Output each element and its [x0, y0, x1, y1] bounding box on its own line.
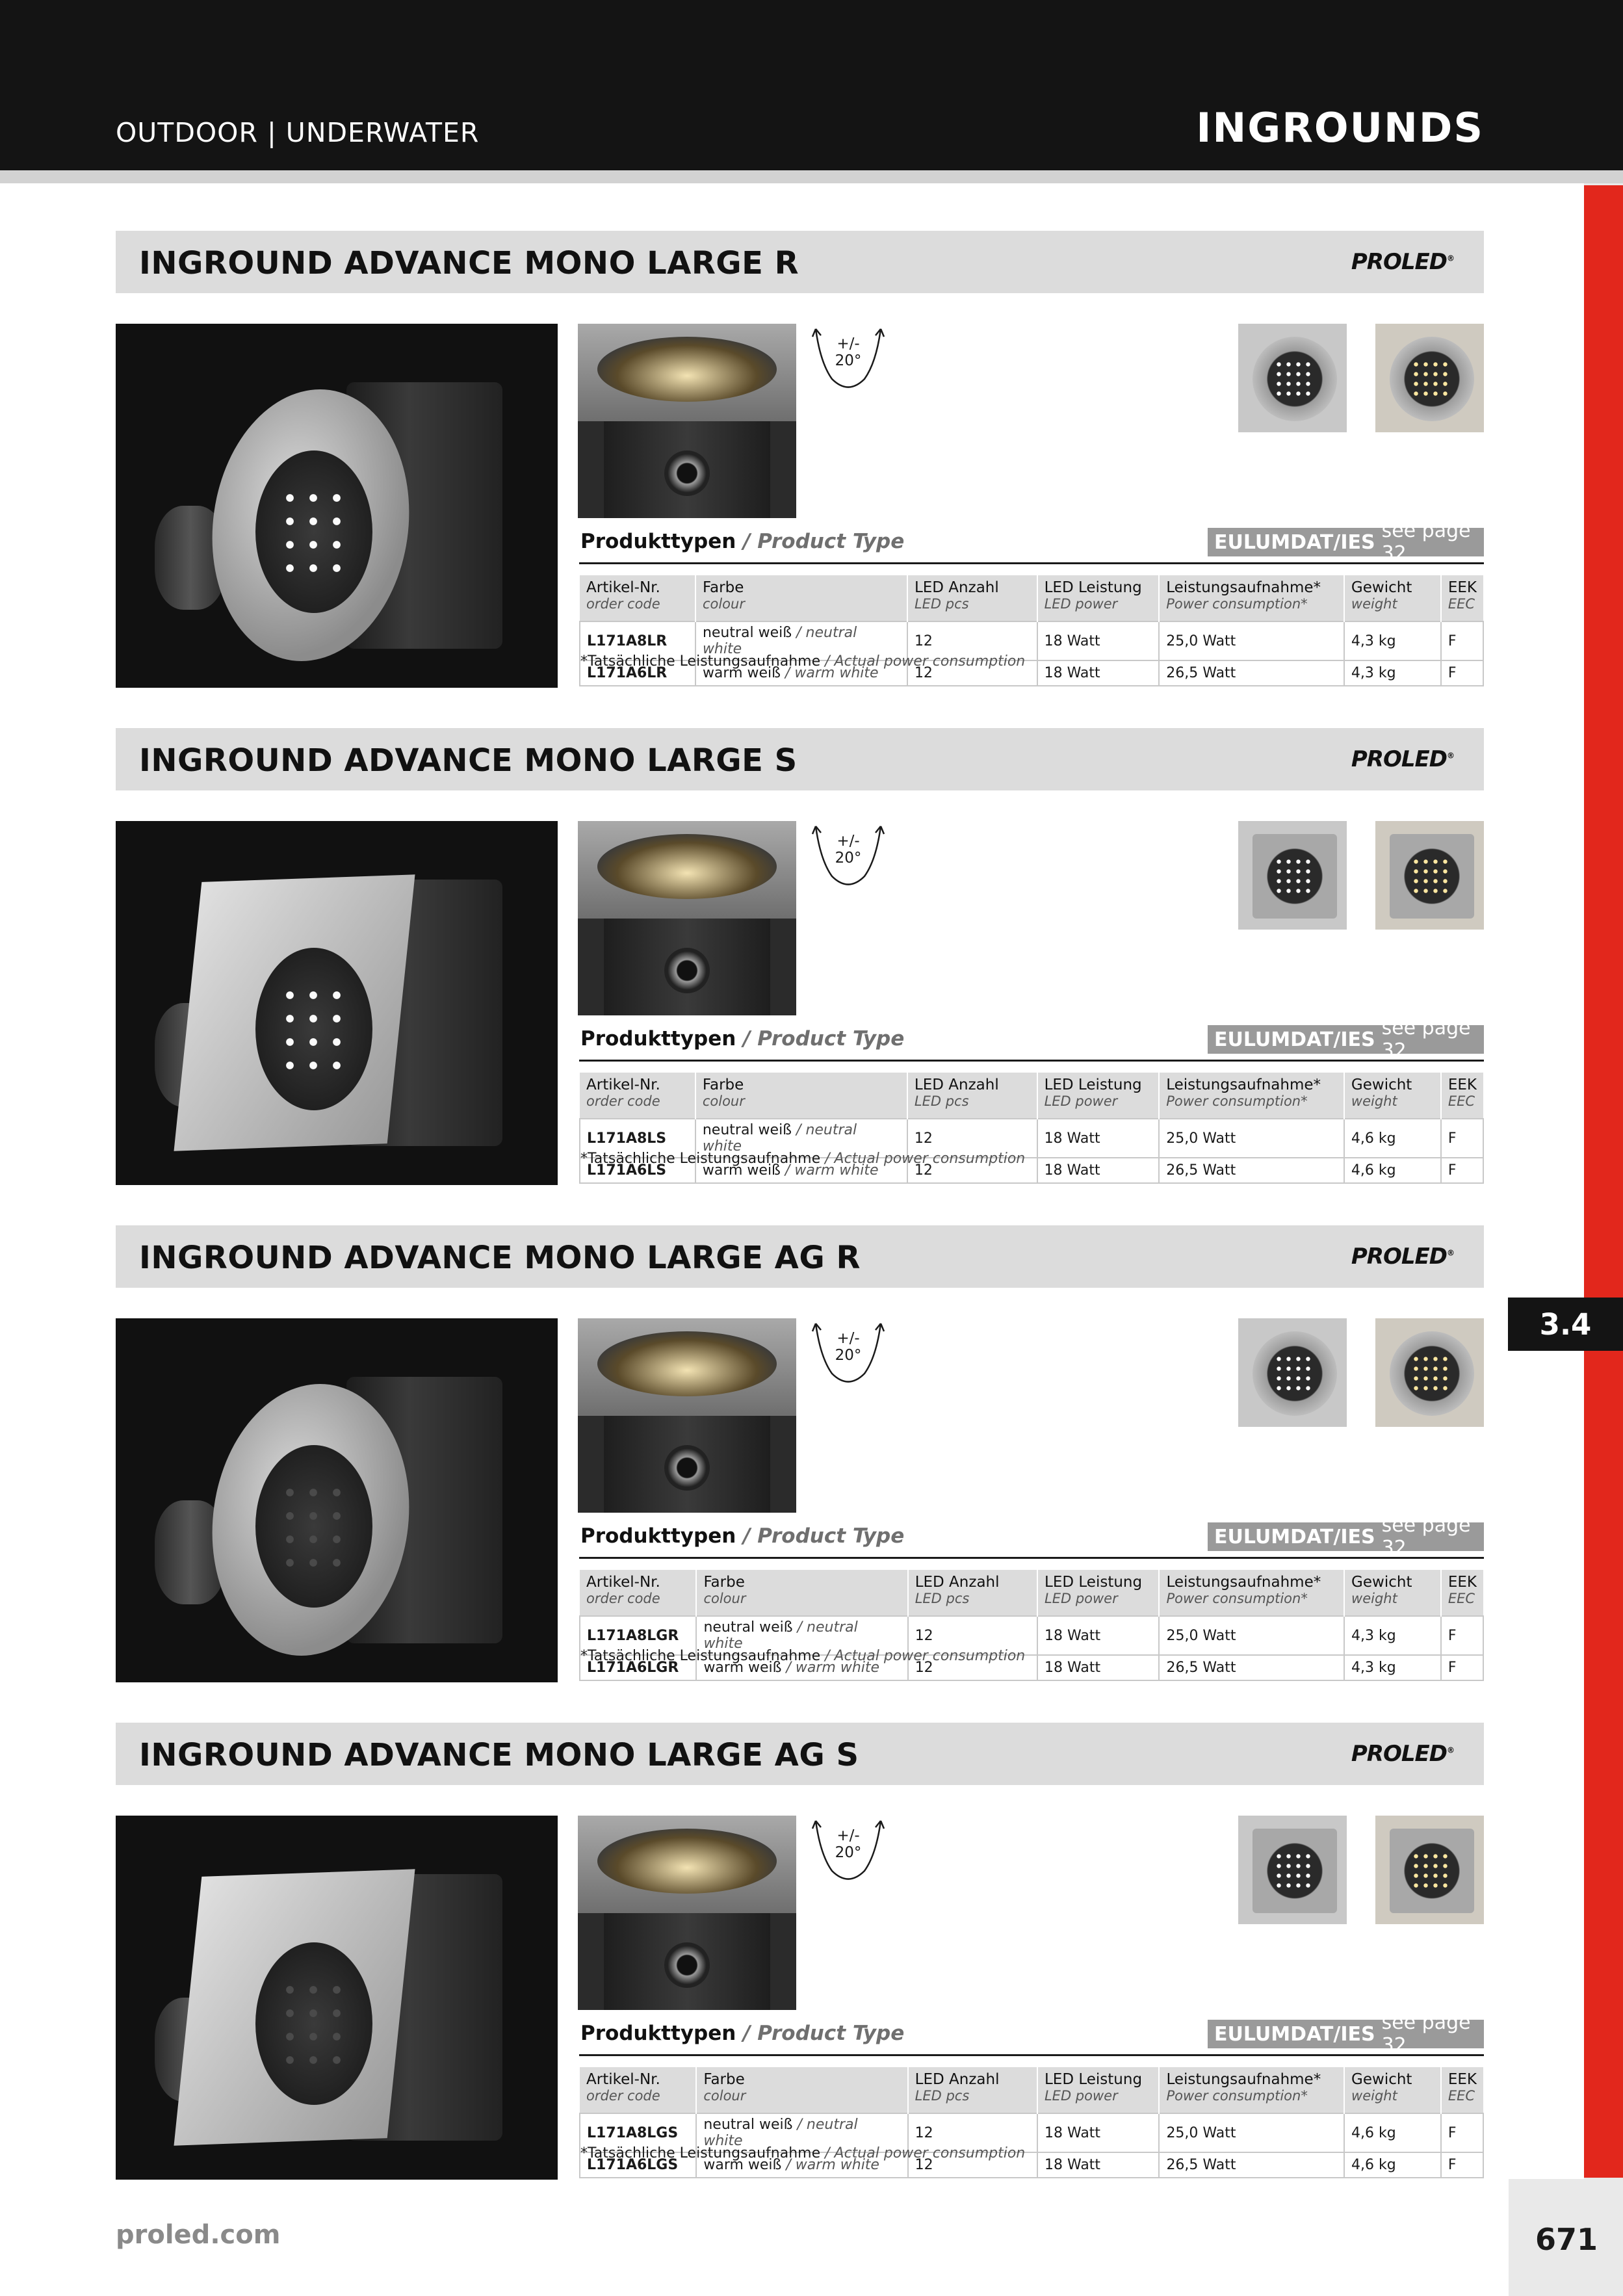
led-pcs-cell: 12	[908, 1616, 1037, 1655]
footnote: *Tatsächliche Leistungsaufnahme / Actual power consumption	[580, 653, 1026, 670]
led-icon	[1274, 857, 1313, 896]
column-header: Gewicht weight	[1344, 1570, 1441, 1616]
product-title: INGROUND ADVANCE MONO LARGE R	[139, 245, 799, 281]
product-title: INGROUND ADVANCE MONO LARGE S	[139, 742, 798, 779]
weight-cell: 4,3 kg	[1344, 1655, 1441, 1680]
heading-rule	[579, 1557, 1484, 1559]
led-icon	[1411, 1354, 1450, 1393]
tilt-photo	[578, 1816, 796, 2010]
tilted-lens	[597, 834, 777, 899]
column-header: Gewicht weight	[1344, 575, 1441, 621]
heading-rule	[579, 2054, 1484, 2056]
column-header: LED Anzahl LED pcs	[907, 1073, 1037, 1119]
weight-cell: 4,6 kg	[1344, 2152, 1441, 2178]
weight-cell: 4,6 kg	[1344, 2113, 1441, 2152]
consumption-cell: 26,5 Watt	[1159, 660, 1344, 686]
tilt-angle-icon	[806, 1816, 890, 1894]
colour-cell: warm weiß / warm white	[695, 1158, 907, 1183]
eulumdat-link[interactable]: EULUMDAT/IES see page 32	[1208, 1025, 1484, 1054]
column-header: EEK EEC	[1441, 1570, 1483, 1616]
heading-rule	[579, 562, 1484, 564]
column-header: Farbe colour	[696, 2067, 907, 2113]
led-pcs-cell: 12	[907, 621, 1037, 660]
led-array	[278, 486, 350, 577]
thumb-neutral-white	[1238, 324, 1347, 432]
led-array	[278, 1978, 350, 2069]
thumb-warm-white	[1375, 821, 1484, 930]
product-photo	[116, 821, 558, 1185]
category-label: OUTDOOR | UNDERWATER	[116, 117, 480, 148]
column-header: LED Leistung LED power	[1037, 2067, 1159, 2113]
spec-table	[579, 2067, 1484, 2178]
product-title-bar	[116, 1225, 1484, 1288]
weight-cell: 4,6 kg	[1344, 1119, 1441, 1158]
led-array	[278, 984, 350, 1075]
adjust-knob	[664, 1942, 710, 1988]
product-title-bar	[116, 728, 1484, 790]
led-icon	[1274, 359, 1313, 398]
led-power-cell: 18 Watt	[1037, 1119, 1160, 1158]
eec-cell: F	[1441, 1158, 1483, 1183]
led-power-cell: 18 Watt	[1037, 2152, 1159, 2178]
order-code: L171A8LR	[580, 621, 695, 660]
adjust-knob	[664, 948, 710, 993]
column-header: Leistungsaufnahme* Power consumption*	[1159, 575, 1344, 621]
column-header: EEK EEC	[1441, 2067, 1483, 2113]
consumption-cell: 25,0 Watt	[1159, 1616, 1344, 1655]
led-pcs-cell: 12	[908, 2113, 1037, 2152]
order-code: L171A8LGR	[580, 1616, 696, 1655]
eec-cell: F	[1441, 1655, 1483, 1680]
column-header: Artikel-Nr. order code	[580, 575, 695, 621]
eulumdat-link[interactable]: EULUMDAT/IES see page 32	[1208, 2020, 1484, 2048]
product-title-bar	[116, 231, 1484, 293]
page-number: 671	[1535, 2222, 1598, 2257]
order-code: L171A8LGS	[580, 2113, 696, 2152]
led-power-cell: 18 Watt	[1037, 1655, 1159, 1680]
brand-logo: PROLED®	[1351, 1244, 1454, 1270]
footnote: *Tatsächliche Leistungsaufnahme / Actual power consumption	[580, 2145, 1026, 2161]
column-header: Farbe colour	[696, 1570, 907, 1616]
product-type-heading: Produkttypen / Product Type	[580, 530, 905, 553]
thumb-neutral-white	[1238, 821, 1347, 930]
colour-cell: neutral weiß / neutral white	[695, 621, 907, 660]
thumb-neutral-white	[1238, 1816, 1347, 1924]
website-link[interactable]: proled.com	[116, 2220, 281, 2250]
product-photo	[116, 1318, 558, 1682]
weight-cell: 4,3 kg	[1344, 1616, 1441, 1655]
product-type-heading: Produkttypen / Product Type	[580, 1524, 905, 1548]
consumption-cell: 25,0 Watt	[1159, 1119, 1344, 1158]
weight-cell: 4,6 kg	[1344, 1158, 1441, 1183]
brand-logo: PROLED®	[1351, 249, 1454, 275]
tilted-lens	[597, 1331, 777, 1396]
led-icon	[1411, 857, 1450, 896]
eulumdat-link[interactable]: EULUMDAT/IES see page 32	[1208, 1522, 1484, 1551]
spec-table	[579, 1570, 1484, 1681]
product-type-heading: Produkttypen / Product Type	[580, 2022, 905, 2045]
column-header: Farbe colour	[695, 575, 907, 621]
tilt-angle-label: +/- 20°	[835, 1330, 862, 1364]
spec-table	[579, 1073, 1484, 1184]
tilt-photo	[578, 324, 796, 518]
eec-cell: F	[1441, 1119, 1483, 1158]
column-header: Leistungsaufnahme* Power consumption*	[1159, 2067, 1344, 2113]
column-header: Artikel-Nr. order code	[580, 2067, 696, 2113]
consumption-cell: 26,5 Watt	[1159, 1158, 1344, 1183]
product-block	[0, 231, 1508, 727]
led-icon	[1411, 359, 1450, 398]
colour-cell: warm weiß / warm white	[696, 1655, 907, 1680]
product-block	[0, 1225, 1508, 1722]
column-header: LED Anzahl LED pcs	[908, 1570, 1037, 1616]
thumb-warm-white	[1375, 1318, 1484, 1427]
column-header: Gewicht weight	[1344, 2067, 1441, 2113]
chapter-color-bar	[1584, 185, 1623, 2178]
column-header: LED Anzahl LED pcs	[908, 2067, 1037, 2113]
column-header: Farbe colour	[695, 1073, 907, 1119]
order-code: L171A6LGS	[580, 2152, 696, 2178]
column-header: LED Leistung LED power	[1037, 1073, 1160, 1119]
tilt-angle-icon	[806, 324, 890, 402]
led-icon	[1274, 1354, 1313, 1393]
led-power-cell: 18 Watt	[1037, 660, 1160, 686]
product-title: INGROUND ADVANCE MONO LARGE AG S	[139, 1737, 859, 1773]
consumption-cell: 25,0 Watt	[1159, 621, 1344, 660]
colour-cell: neutral weiß / neutral white	[695, 1119, 907, 1158]
led-pcs-cell: 12	[907, 660, 1037, 686]
thumb-neutral-white	[1238, 1318, 1347, 1427]
column-header: EEK EEC	[1441, 1073, 1483, 1119]
consumption-cell: 26,5 Watt	[1159, 1655, 1344, 1680]
column-header: LED Anzahl LED pcs	[907, 575, 1037, 621]
column-header: EEK EEC	[1441, 575, 1483, 621]
led-pcs-cell: 12	[907, 1119, 1037, 1158]
product-block	[0, 1723, 1508, 2219]
table-header-row	[580, 1073, 1483, 1119]
order-code: L171A8LS	[580, 1119, 695, 1158]
led-icon	[1411, 1851, 1450, 1890]
led-power-cell: 18 Watt	[1037, 1616, 1159, 1655]
section-title: INGROUNDS	[1196, 104, 1484, 151]
eec-cell: F	[1441, 621, 1483, 660]
spec-table	[579, 575, 1484, 686]
tilt-angle-icon	[806, 821, 890, 899]
tilt-photo	[578, 821, 796, 1015]
colour-cell: warm weiß / warm white	[696, 2152, 907, 2178]
table-header-row	[580, 575, 1483, 621]
led-pcs-cell: 12	[908, 2152, 1037, 2178]
header-rule	[0, 170, 1623, 183]
consumption-cell: 26,5 Watt	[1159, 2152, 1344, 2178]
led-power-cell: 18 Watt	[1037, 621, 1160, 660]
adjust-knob	[664, 450, 710, 496]
tilt-angle-label: +/- 20°	[835, 335, 862, 369]
colour-cell: neutral weiß / neutral white	[696, 2113, 907, 2152]
weight-cell: 4,3 kg	[1344, 621, 1441, 660]
product-title-bar	[116, 1723, 1484, 1785]
sidebar-gap	[1509, 183, 1584, 2179]
column-header: Artikel-Nr. order code	[580, 1570, 696, 1616]
product-photo	[116, 1816, 558, 2180]
led-power-cell: 18 Watt	[1037, 2113, 1159, 2152]
column-header: Gewicht weight	[1344, 1073, 1441, 1119]
brand-logo: PROLED®	[1351, 1741, 1454, 1767]
page-header	[0, 0, 1623, 170]
column-header: LED Leistung LED power	[1037, 575, 1160, 621]
thumb-warm-white	[1375, 1816, 1484, 1924]
order-code: L171A6LS	[580, 1158, 695, 1183]
consumption-cell: 25,0 Watt	[1159, 2113, 1344, 2152]
section-tab[interactable]: 3.4	[1508, 1298, 1623, 1351]
order-code: L171A6LGR	[580, 1655, 696, 1680]
column-header: Leistungsaufnahme* Power consumption*	[1159, 1073, 1344, 1119]
heading-rule	[579, 1060, 1484, 1062]
table-header-row	[580, 1570, 1483, 1616]
colour-cell: neutral weiß / neutral white	[696, 1616, 907, 1655]
led-icon	[1274, 1851, 1313, 1890]
brand-logo: PROLED®	[1351, 746, 1454, 772]
column-header: Artikel-Nr. order code	[580, 1073, 695, 1119]
column-header: Leistungsaufnahme* Power consumption*	[1159, 1570, 1344, 1616]
weight-cell: 4,3 kg	[1344, 660, 1441, 686]
eec-cell: F	[1441, 2113, 1483, 2152]
product-type-heading: Produkttypen / Product Type	[580, 1027, 905, 1050]
led-array	[278, 1481, 350, 1572]
eec-cell: F	[1441, 2152, 1483, 2178]
tilt-angle-label: +/- 20°	[835, 1827, 862, 1861]
colour-cell: warm weiß / warm white	[695, 660, 907, 686]
eec-cell: F	[1441, 660, 1483, 686]
led-power-cell: 18 Watt	[1037, 1158, 1160, 1183]
tilted-lens	[597, 337, 777, 402]
table-header-row	[580, 2067, 1483, 2113]
column-header: LED Leistung LED power	[1037, 1570, 1159, 1616]
adjust-knob	[664, 1445, 710, 1491]
tilt-angle-icon	[806, 1318, 890, 1396]
tilt-photo	[578, 1318, 796, 1513]
led-pcs-cell: 12	[908, 1655, 1037, 1680]
footnote: *Tatsächliche Leistungsaufnahme / Actual power consumption	[580, 1648, 1026, 1664]
footnote: *Tatsächliche Leistungsaufnahme / Actual power consumption	[580, 1151, 1026, 1167]
thumb-warm-white	[1375, 324, 1484, 432]
tilt-angle-label: +/- 20°	[835, 833, 862, 867]
tilted-lens	[597, 1829, 777, 1894]
led-pcs-cell: 12	[907, 1158, 1037, 1183]
product-title: INGROUND ADVANCE MONO LARGE AG R	[139, 1240, 861, 1276]
eec-cell: F	[1441, 1616, 1483, 1655]
order-code: L171A6LR	[580, 660, 695, 686]
product-block	[0, 728, 1508, 1225]
eulumdat-link[interactable]: EULUMDAT/IES see page 32	[1208, 528, 1484, 556]
product-photo	[116, 324, 558, 688]
